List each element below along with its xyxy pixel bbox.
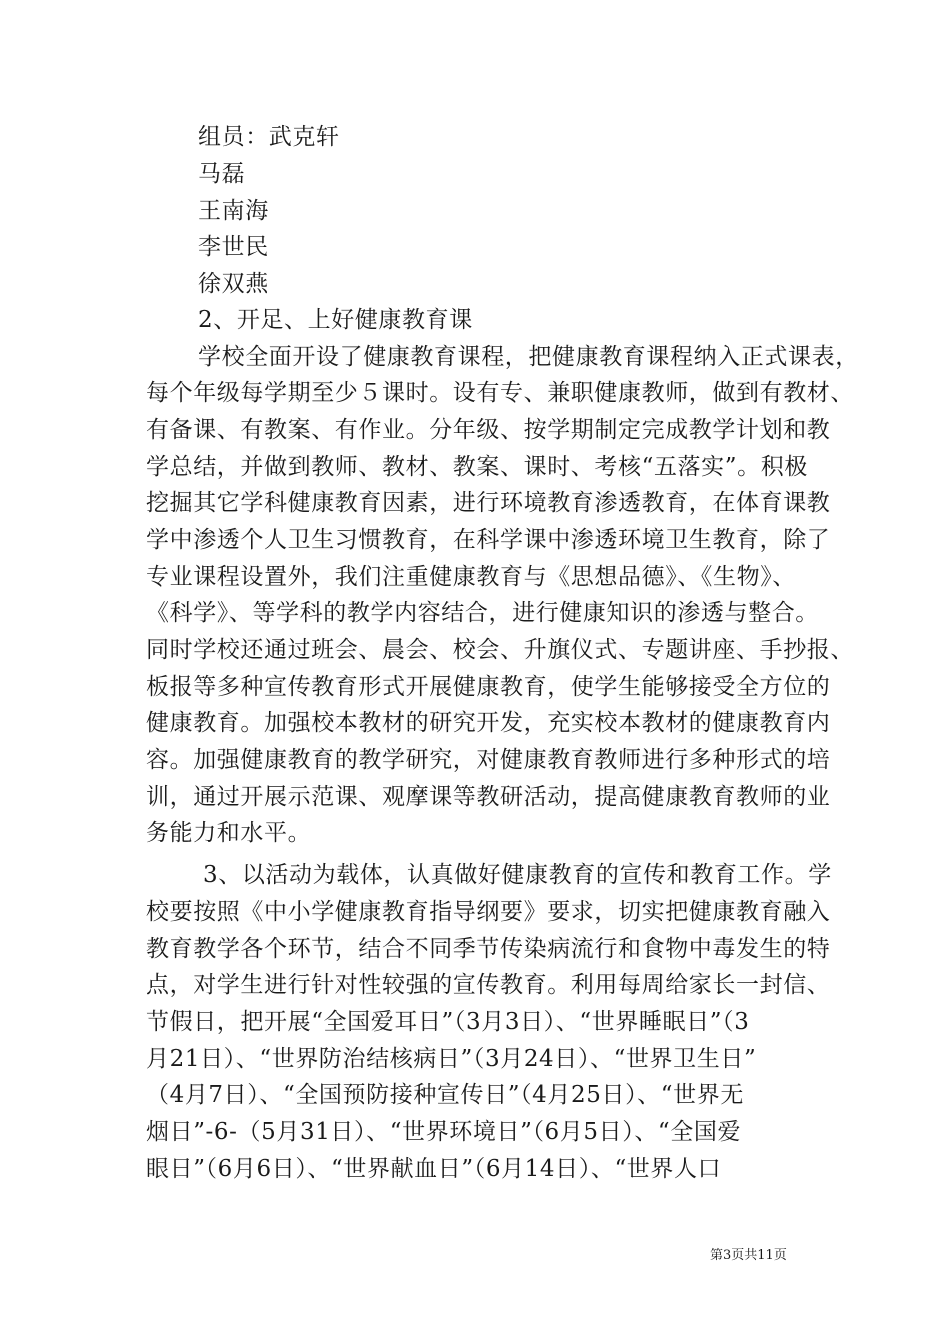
paragraph-line: 专业课程设置外，我们注重健康教育与《思想品德》、《生物》、 <box>146 564 796 590</box>
paragraph-line: 学总结，并做到教师、教材、教案、课时、考核“五落实”。积极 <box>146 454 808 480</box>
paragraph-line: 点，对学生进行针对性较强的宣传教育。利用每周给家长一封信、 <box>146 972 831 998</box>
paragraph-line: 容。加强健康教育的教学研究，对健康教育教师进行多种形式的培 <box>146 747 831 773</box>
paragraph-line: 学中渗透个人卫生习惯教育，在科学课中渗透环境卫生教育，除了 <box>146 527 831 553</box>
paragraph-line: 眼日”（6月6日）、“世界献血日”（6月14日）、“世界人口 <box>146 1156 722 1182</box>
paragraph-line: 教育教学各个环节，结合不同季节传染病流行和食物中毒发生的特 <box>146 936 831 962</box>
paragraph-line: 学校全面开设了健康教育课程，把健康教育课程纳入正式课表， <box>198 344 859 370</box>
paragraph-line: 节假日，把开展“全国爱耳日”（3月3日）、“世界睡眠日”（3 <box>146 1009 750 1035</box>
member-name: 马磊 <box>198 161 246 187</box>
member-name: 徐双燕 <box>198 271 269 297</box>
member-name: 李世民 <box>198 234 269 260</box>
member-name: 王南海 <box>198 198 269 224</box>
paragraph-line: 同时学校还通过班会、晨会、校会、升旗仪式、专题讲座、手抄报、 <box>146 637 854 663</box>
paragraph-line: 每个年级每学期至少５课时。设有专、兼职健康教师，做到有教材、 <box>146 380 854 406</box>
section2-heading: 2、开足、上好健康教育课 <box>198 307 473 333</box>
paragraph-line: 板报等多种宣传教育形式开展健康教育，使学生能够接受全方位的 <box>146 674 831 700</box>
paragraph-line: 务能力和水平。 <box>146 820 312 846</box>
paragraph-line: 健康教育。加强校本教材的研究开发，充实校本教材的健康教育内 <box>146 710 831 736</box>
paragraph-line: 有备课、有教案、有作业。分年级、按学期制定完成教学计划和教 <box>146 417 831 443</box>
paragraph-line: 月21日）、“世界防治结核病日”（3月24日）、“世界卫生日” <box>146 1046 757 1072</box>
paragraph-line: 《科学》、等学科的教学内容结合，进行健康知识的渗透与整合。 <box>146 600 819 626</box>
section3-heading-line: 3、以活动为载体，认真做好健康教育的宣传和教育工作。学 <box>203 862 832 888</box>
page-number: 第3页共11页 <box>710 1248 787 1263</box>
paragraph-line: 挖掘其它学科健康教育因素，进行环境教育渗透教育，在体育课教 <box>146 490 831 516</box>
paragraph-line: 训，通过开展示范课、观摩课等教研活动，提高健康教育教师的业 <box>146 784 831 810</box>
members-line: 组员：武克轩 <box>198 124 340 150</box>
paragraph-line: （4月7日）、“全国预防接种宣传日”（4月25日）、“世界无 <box>146 1082 744 1108</box>
paragraph-line: 校要按照《中小学健康教育指导纲要》要求，切实把健康教育融入 <box>146 899 831 925</box>
paragraph-line: 烟日”-6-（5月31日）、“世界环境日”（6月5日）、“全国爱 <box>146 1119 742 1145</box>
